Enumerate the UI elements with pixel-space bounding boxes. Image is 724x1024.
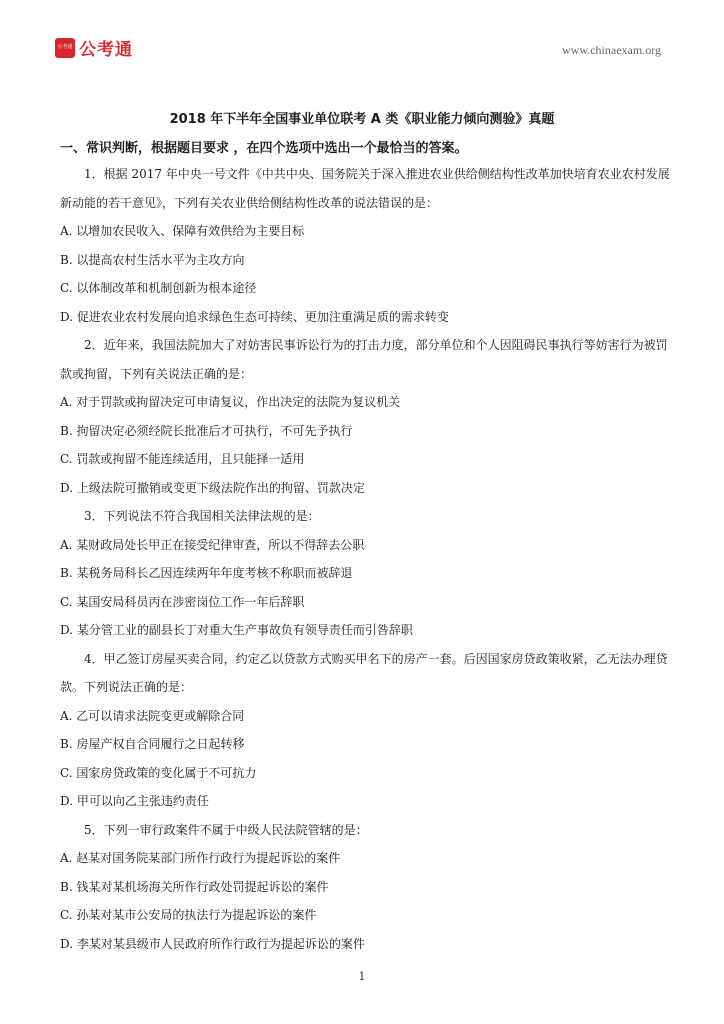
question-stem: 3．下列说法不符合我国相关法律法规的是：	[84, 509, 320, 523]
question-stem: 4．甲乙签订房屋买卖合同，约定乙以贷款方式购买甲名下的房产一套。后因国家房贷政策收紧，乙无法办理贷款。下列说法正确的是：	[60, 651, 668, 694]
page-number: 1	[358, 970, 366, 983]
logo[interactable]	[55, 35, 133, 60]
question-stem: 2．近年来，我国法院加大了对妨害民事诉讼行为的打击力度，部分单位和个人因阻碍民事执行等妨害行为被罚款或拘留，下列有关说法正确的是：	[60, 338, 668, 381]
option-c: C. 国家房贷政策的变化属于不可抗力	[60, 765, 257, 780]
question	[60, 502, 672, 645]
question	[60, 160, 672, 331]
question-stem: 1．根据 2017 年中央一号文件《中共中央、国务院关于深入推进农业供给侧结构性改革加快培育农业农村发展新动能的若干意见》，下列有关农业供给侧结构性改革的说法错误的是：	[60, 167, 670, 210]
option-a: A. 某财政局处长甲正在接受纪律审查，所以不得辞去公职	[60, 537, 365, 552]
question	[60, 645, 672, 816]
option-a: A. 对于罚款或拘留决定可申请复议，作出决定的法院为复议机关	[60, 395, 401, 409]
logo-badge-icon: 公考通	[55, 38, 75, 58]
option-c: C. 以体制改革和机制创新为根本途径	[60, 281, 257, 295]
option-a: A. 乙可以请求法院变更或解除合同	[60, 708, 245, 723]
section-heading: 一、常识判断，根据题目要求 ，在四个选项中选出一个最恰当的答案。	[60, 141, 468, 156]
option-d: D. 促进农业农村发展向追求绿色生态可持续、更加注重满足质的需求转变	[60, 309, 449, 324]
option-d: D. 李某对某县级市人民政府所作行政行为提起诉讼的案件	[60, 936, 365, 951]
option-d: D. 某分管工业的副县长丁对重大生产事故负有领导责任而引咎辞职	[60, 623, 413, 637]
option-b: B. 某税务局科长乙因连续两年年度考核不称职而被辞退	[60, 566, 353, 580]
option-b: B. 拘留决定必须经院长批准后才可执行，不可先予执行	[60, 423, 353, 438]
option-b: B. 钱某对某机场海关所作行政处罚提起诉讼的案件	[60, 879, 329, 894]
option-c: C. 某国安局科员丙在涉密岗位工作一年后辞职	[60, 594, 305, 609]
option-c: C. 孙某对某市公安局的执法行为提起诉讼的案件	[60, 908, 317, 922]
question	[60, 816, 672, 959]
logo-text: 公考通	[79, 40, 133, 60]
option-d: D. 上级法院可撤销或变更下级法院作出的拘留、罚款决定	[60, 480, 365, 495]
option-a: A. 赵某对国务院某部门所作行政行为提起诉讼的案件	[60, 851, 341, 865]
option-b: B. 房屋产权自合同履行之日起转移	[60, 737, 245, 751]
document-title: 2018 年下半年全国事业单位联考 A 类《职业能力倾向测验》真题	[169, 112, 555, 127]
option-d: D. 甲可以向乙主张违约责任	[60, 794, 209, 808]
option-a: A. 以增加农民收入、保障有效供给为主要目标	[60, 224, 305, 238]
option-c: C. 罚款或拘留不能连续适用，且只能择一适用	[60, 452, 305, 466]
page-header	[0, 0, 724, 80]
question	[60, 331, 672, 502]
site-url[interactable]: www.chinaexam.org	[562, 43, 661, 57]
question-stem: 5．下列一审行政案件不属于中级人民法院管辖的是：	[84, 822, 368, 837]
option-b: B. 以提高农村生活水平为主攻方向	[60, 252, 245, 267]
question-list	[60, 160, 672, 958]
